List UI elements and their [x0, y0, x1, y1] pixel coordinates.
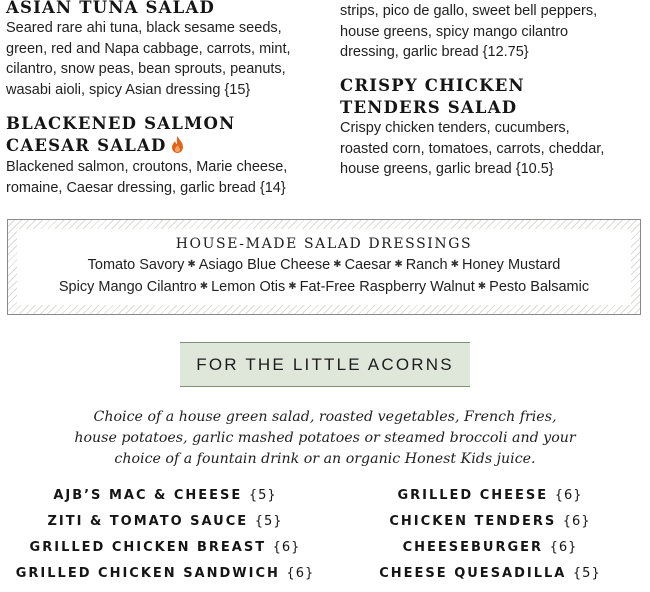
separator-icon: ✱: [394, 259, 403, 270]
salad-title-asian-tuna: ASIAN TUNA SALAD: [6, 0, 215, 17]
kids-item: GRILLED CHEESE {6}: [397, 488, 583, 503]
kids-item: GRILLED CHICKEN SANDWICH {6}: [15, 566, 315, 581]
kids-item: CHEESE QUESADILLA {5}: [379, 566, 601, 581]
salad-desc-asian-tuna: Seared rare ahi tuna, black sesame seeds, green, red and Napa cabbage, carrots, mint, cilantro, snow peas, bean sprouts, peanuts, wasabi aioli, spicy Asian dressing {15}: [6, 20, 291, 98]
dressings-line-2: Spicy Mango Cilantro ✱ Lemon Otis ✱ Fat-Free Raspberry Walnut ✱ Pesto Balsamic: [58, 279, 590, 295]
kids-section-title: FOR THE LITTLE ACORNS: [196, 355, 454, 374]
separator-icon: ✱: [199, 281, 209, 292]
salad-desc-blackened-salmon: Blackened salmon, croutons, Marie cheese, romaine, Caesar dressing, garlic bread {14}: [6, 159, 288, 196]
salad-desc-continued: strips, pico de gallo, sweet bell peppers, house greens, spicy mango cilantro dressing, garlic bread {12.75}: [340, 3, 598, 60]
dressings-box: [7, 219, 641, 315]
salad-desc-crispy-chicken: Crispy chicken tenders, cucumbers, roasted corn, tomatoes, carrots, cheddar, house greens, garlic bread {10.5}: [340, 120, 605, 177]
kids-item: CHICKEN TENDERS {6}: [389, 514, 591, 529]
kids-item: ZITI & TOMATO SAUCE {5}: [47, 514, 283, 529]
kids-item: AJB’S MAC & CHEESE {5}: [53, 488, 277, 503]
separator-icon: ✱: [450, 259, 460, 270]
salad-title-crispy-chicken: CRISPY CHICKEN TENDERS SALAD: [340, 76, 525, 117]
kids-item: CHEESEBURGER {6}: [402, 540, 578, 555]
salad-title-blackened-salmon: BLACKENED SALMON CAESAR SALAD: [6, 114, 236, 155]
kids-note: Choice of a house green salad, roasted vegetables, French fries, house potatoes, garlic mashed potatoes or steamed broccoli and your choice of a fountain drink or an organic Honest Kids juice.: [74, 409, 576, 467]
dressings-title: HOUSE-MADE SALAD DRESSINGS: [175, 236, 473, 252]
separator-icon: ✱: [288, 281, 297, 292]
kids-item: GRILLED CHICKEN BREAST {6}: [29, 540, 301, 555]
dressings-line-1: Tomato Savory ✱ Asiago Blue Cheese ✱ Caesar ✱ Ranch ✱ Honey Mustard: [87, 257, 561, 273]
flame-icon: [171, 136, 184, 153]
kids-section-banner: [180, 342, 470, 387]
separator-icon: ✱: [187, 259, 196, 270]
separator-icon: ✱: [477, 281, 487, 292]
dressings-inner: [17, 229, 631, 305]
separator-icon: ✱: [333, 259, 342, 270]
